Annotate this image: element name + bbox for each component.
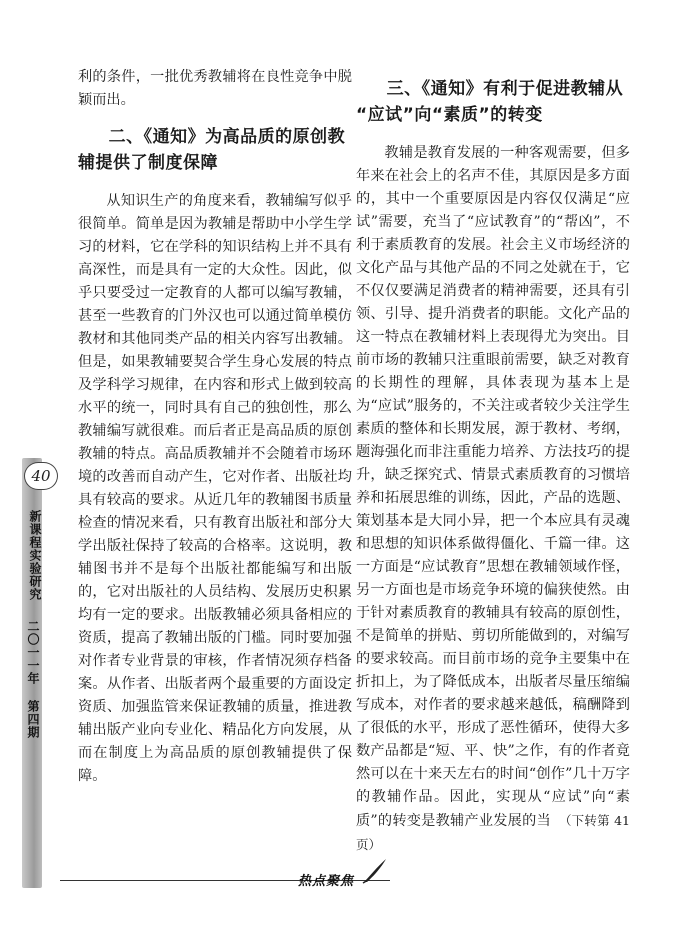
section-heading-3-line2: “应试”向“素质”的转变 (356, 105, 543, 125)
pen-nib-icon (360, 856, 390, 886)
column-label: 热点聚焦 (298, 874, 355, 889)
journal-issue: 二〇一一年 第四期 (26, 620, 40, 739)
section-heading-3-line1: 三、《通知》有利于促进教辅从 (386, 79, 624, 99)
left-para-continued: 利的条件，一批优秀教辅将在良性竞争中脱颖而出。 (78, 69, 352, 108)
right-para-1-text: 教辅是教育发展的一种客观需要，但多年来在社会上的名声不佳，其原因是多方面的，其中一个重要原因是内容仅仅满足“应试”需要，充当了“应试教育”的“帮凶”，不利于素质教育的发展。社会主义市场经济的文化产品与其他产品的不同之处就在于，它不仅仅要满足消费者的精神需要，还具有引领、引导、提升消费者的职能。文化产品的这一特点在教辅材料上表现得尤为突出。目前市场的教辅只注重眼前需要，缺乏对教育的长期性的理解，具体表现为基本上是为“应试”服务的，不关注或者较少关注学生素质的整体和长期发展，源于教材、考纲，题海强化而非注重能力培养、方法技巧的提升，缺乏探究式、情景式素质教育的习惯培养和拓展思维的训练，因此，产品的选题、策划基本是大同小异，把一个本应具有灵魂和思想的知识体系做得僵化、千篇一律。这一方面是“应试教育”思想在教辅领域作怪，另一方面也是市场竞争环境的偏狭使然。由于针对素质教育的教辅具有较高的原创性，不是简单的拼贴、剪切所能做到的，对编写的要求较高。而目前市场的竞争主要集中在折扣上，为了降低成本，出版者尽量压缩编写成本，对作者的要求越来越低，稿酬降到了很低的水平，形成了恶性循环，使得大多数产品都是“短、平、快”之作，有的作者竟然可以在十来天左右的时间“创作”几十万字的教辅作品。因此，实现从“应试”向“素质”的转变是教辅产业发展的当 (356, 145, 630, 829)
section-heading-3 (356, 76, 630, 128)
section-heading-2-line1: 二、《通知》为高品质的原创教 (108, 127, 346, 147)
journal-name: 新课程实验研究 (28, 510, 42, 601)
continued-note: （下转第 41 页） (356, 813, 630, 852)
right-para-1 (356, 142, 630, 857)
side-margin (0, 0, 51, 947)
left-column (78, 66, 352, 788)
section-heading-2 (78, 124, 352, 176)
left-para-1: 从知识生产的角度来看，教辅编写似乎很简单。简单是因为教辅是帮助中小学生学习的材料，它在学科的知识结构上并不具有高深性，而是具有一定的大众性。因此，似乎只要受过一定教育的人都可以编写教辅，甚至一些教育的门外汉也可以通过简单模仿教材和其他同类产品的相关内容写出教辅。但是，如果教辅要契合学生身心发展的特点及学科学习规律，在内容和形式上做到较高水平的统一，同时具有自己的独创性，那么教辅编写就很难。而后者正是高品质的原创教辅的特点。高品质教辅并不会随着市场环境的改善而自动产生，它对作者、出版社均具有较高的要求。从近几年的教辅图书质量检查的情况来看，只有教育出版社和部分大学出版社保持了较高的合格率。这说明，教辅图书并不是每个出版社都能编写和出版的，它对出版社的人员结构、发展历史积累均有一定的要求。出版教辅必须具备相应的资质，提高了教辅出版的门槛。同时要加强对作者专业背景的审核，作者情况须存档备案。从作者、出版者两个最重要的方面设定资质、加强监管来保证教辅的质量，推进教辅出版产业向专业化、精品化方向发展，从而在制度上为高品质的原创教辅提供了保障。 (78, 193, 352, 784)
page-number: 40 (24, 462, 58, 490)
right-column (356, 66, 630, 857)
section-heading-2-line2: 辅提供了制度保障 (78, 153, 218, 173)
